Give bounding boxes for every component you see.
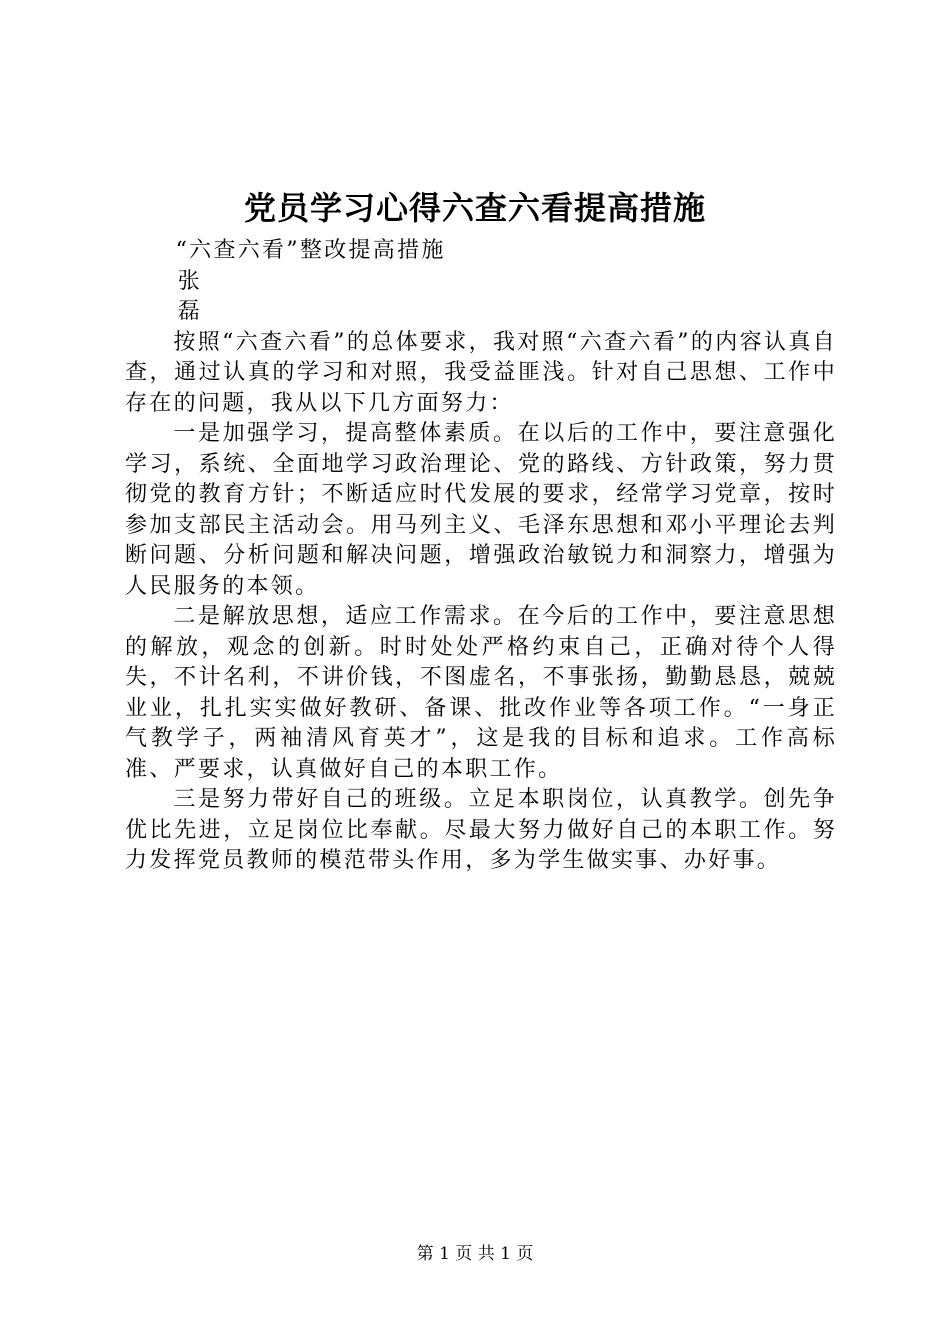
document-subtitle: “六查六看”整改提高措施 (175, 238, 446, 263)
paragraph-point-3: 三是努力带好自己的班级。立足本职岗位，认真教学。创先争优比先进，立足岗位比奉献。尽最大努力做好自己的本职工作。努力发挥党员教师的模范带头作用，多为学生做实事、办好事。 (125, 787, 837, 873)
document-body (125, 236, 837, 877)
author-name-line-2: 磊 (177, 299, 203, 324)
page-footer: 第 1 页 共 1 页 (416, 1244, 534, 1264)
paragraph-intro: 按照“六查六看”的总体要求，我对照“六查六看”的内容认真自查，通过认真的学习和对照，我受益匪浅。针对自己思想、工作中存在的问题，我从以下几方面努力： (125, 329, 837, 416)
paragraph-point-2: 二是解放思想，适应工作需求。在今后的工作中，要注意思想的解放，观念的创新。时时处处严格约束自己，正确对待个人得失，不计名利，不讲价钱，不图虚名，不事张扬，勤勤恳恳，兢兢业业，扎扎实实做好教研、备课、批改作业等各项工作。“一身正气教学子，两袖清风育英才”，这是我的目标和追求。工作高标准、严要求，认真做好自己的本职工作。 (125, 604, 837, 782)
document-title: 党员学习心得六查六看提高措施 (243, 189, 706, 227)
paragraph-point-1: 一是加强学习，提高整体素质。在以后的工作中，要注意强化学习，系统、全面地学习政治理论、党的路线、方针政策，努力贯彻党的教育方针；不断适应时代发展的要求，经常学习党章，按时参加支部民主活动会。用马列主义、毛泽东思想和邓小平理论去判断问题、分析问题和解决问题，增强政治敏锐力和洞察力，增强为人民服务的本领。 (125, 421, 837, 599)
author-name-line-1: 张 (177, 268, 203, 294)
